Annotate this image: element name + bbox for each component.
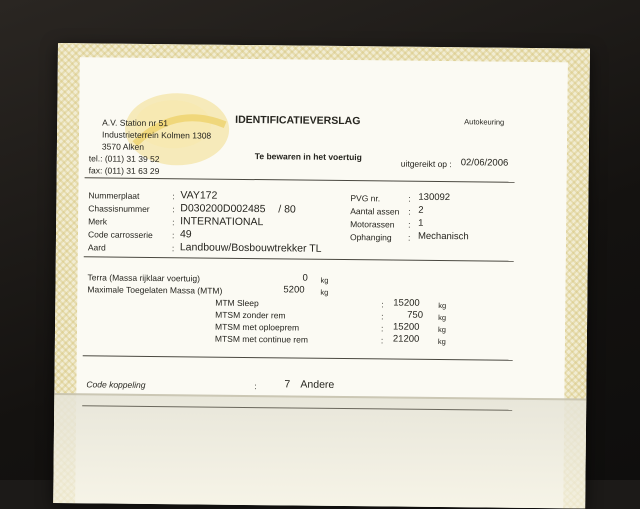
address-line-1: Industrieterrein Kolmen 1308	[101, 129, 212, 141]
motor-axles-label: Motorassen	[350, 219, 395, 230]
org-line: A.V. Station nr 51	[102, 117, 169, 129]
mass-row-unit: kg	[438, 312, 447, 323]
motor-axles-value: 1	[418, 217, 424, 229]
pvg-value: 130092	[418, 191, 451, 204]
colon: :	[172, 204, 175, 215]
address-line-2: 3570 Alken	[101, 141, 145, 152]
colon: :	[381, 311, 384, 322]
mass-row-label: MTSM met oploeprem	[214, 321, 300, 333]
tare-label: Terra (Massa rijklaar voertuig)	[87, 272, 201, 284]
suspension-value: Mechanisch	[417, 230, 469, 243]
chassis-value: D030200D002485	[180, 202, 266, 216]
body-code-value: 49	[179, 228, 192, 241]
tare-value: 0	[302, 272, 308, 284]
mtm-unit: kg	[320, 287, 329, 297]
phone-number: tel.: (011) 31 39 52	[88, 153, 160, 165]
colon: :	[381, 299, 384, 310]
keep-in-vehicle-note: Te bewaren in het voertuig	[254, 151, 362, 163]
axles-value: 2	[418, 204, 424, 216]
coupling-label: Code koppeling	[86, 379, 146, 390]
plate-label: Nummerplaat	[88, 190, 140, 201]
mass-row-label: MTSM zonder rem	[215, 309, 286, 321]
chassis-suffix: / 80	[278, 203, 296, 216]
mass-row-unit: kg	[437, 324, 446, 335]
colon: :	[172, 217, 175, 228]
axles-label: Aantal assen	[350, 206, 400, 217]
mass-row-value: 15200	[393, 297, 420, 309]
colon: :	[408, 219, 411, 230]
colon: :	[254, 381, 257, 392]
colon: :	[172, 191, 175, 202]
mtm-value: 5200	[283, 284, 305, 296]
mass-row-label: MTSM met continue rem	[214, 333, 309, 345]
pvg-label: PVG nr.	[350, 193, 381, 204]
brand-value: INTERNATIONAL	[180, 215, 264, 229]
identification-document	[53, 43, 590, 509]
mass-row-value: 15200	[392, 321, 420, 333]
plate-value: VAY172	[180, 189, 218, 202]
colon: :	[171, 243, 175, 254]
suspension-label: Ophanging	[349, 232, 392, 243]
document-title: IDENTIFICATIEVERSLAG	[235, 113, 361, 128]
coupling-value: Andere	[300, 378, 335, 391]
colon: :	[171, 230, 175, 241]
type-label: Aard	[87, 242, 106, 253]
mass-row-label: MTM Sleep	[215, 297, 259, 309]
service-label: Autokeuring	[464, 117, 505, 127]
issued-date: 02/06/2006	[460, 157, 509, 169]
colon: :	[408, 193, 411, 204]
coupling-code: 7	[284, 378, 291, 391]
mass-row-unit: kg	[437, 336, 446, 347]
chassis-label: Chassisnummer	[88, 203, 150, 214]
colon: :	[380, 335, 384, 346]
colon: :	[408, 206, 411, 217]
type-value: Landbouw/Bosbouwtrekker TL	[179, 241, 322, 255]
issued-label: uitgereikt op :	[400, 158, 452, 170]
fax-number: fax: (011) 31 63 29	[88, 165, 160, 177]
colon: :	[380, 323, 384, 334]
tare-unit: kg	[320, 275, 329, 285]
mtm-label: Maximale Toegelaten Massa (MTM)	[87, 284, 223, 296]
mass-row-value: 21200	[392, 333, 420, 345]
body-code-label: Code carrosserie	[87, 229, 153, 241]
brand-label: Merk	[88, 216, 108, 227]
mass-row-value: 750	[407, 309, 424, 321]
colon: :	[407, 232, 411, 243]
mass-row-unit: kg	[438, 300, 447, 311]
